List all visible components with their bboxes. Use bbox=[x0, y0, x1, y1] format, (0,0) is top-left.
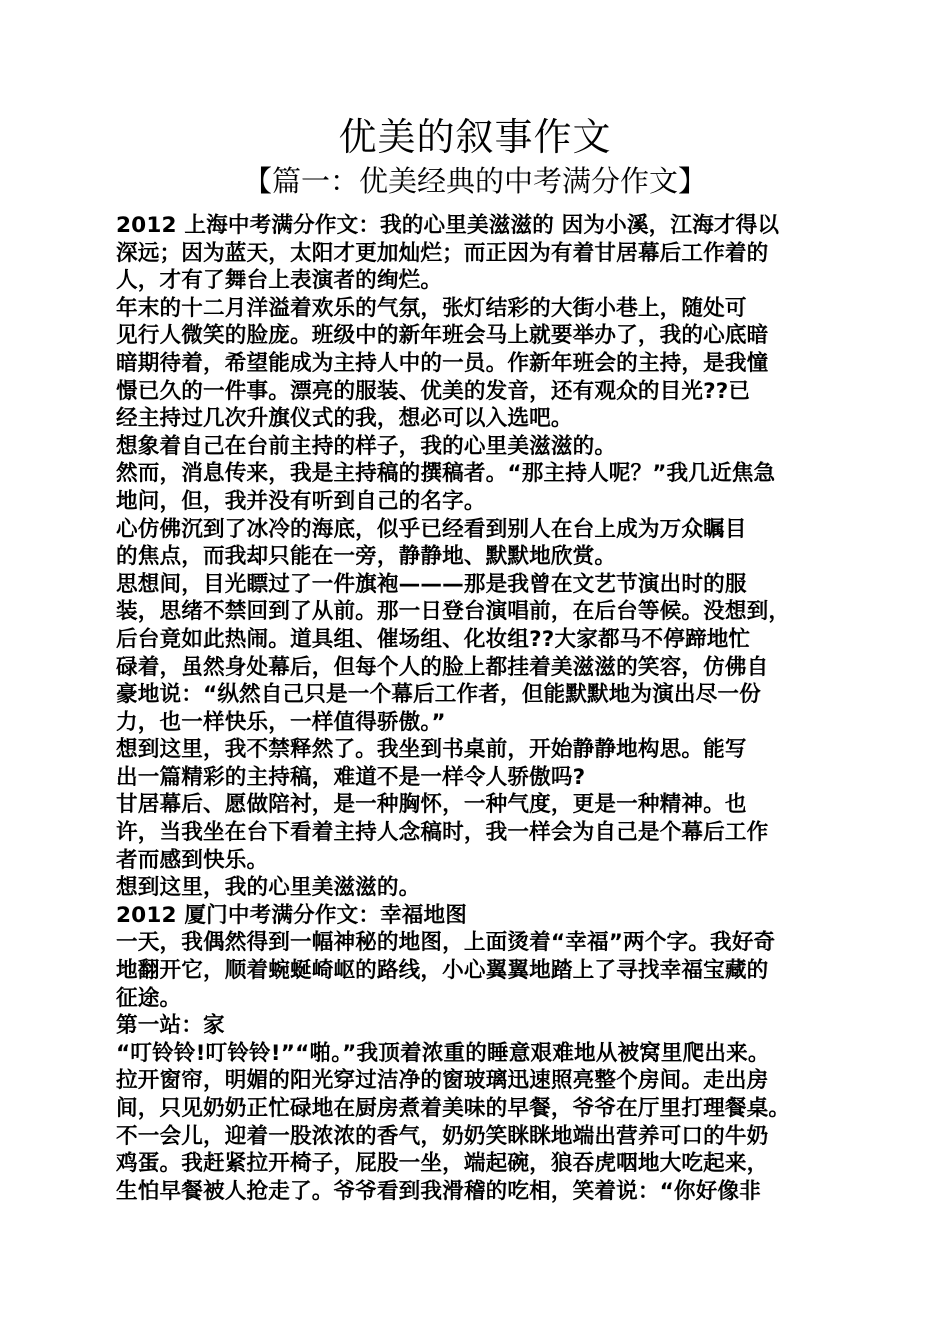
text-line: 然而，消息传来，我是主持稿的撰稿者。“那主持人呢？”我几近焦急 bbox=[116, 461, 776, 487]
text-line: 鸡蛋。我赶紧拉开椅子，屁股一坐，端起碗，狼吞虎咽地大吃起来， bbox=[116, 1151, 769, 1177]
text-line: 暗期待着，希望能成为主持人中的一员。作新年班会的主持，是我憧 bbox=[116, 350, 769, 376]
text-line: 经主持过几次升旗仪式的我，想必可以入选吧。 bbox=[116, 406, 573, 432]
text-line: 年末的十二月洋溢着欢乐的气氛，张灯结彩的大街小巷上，随处可 bbox=[116, 295, 747, 321]
text-line: 许，当我坐在台下看着主持人念稿时，我一样会为自己是个幕后工作 bbox=[116, 820, 769, 846]
text-line: 间，只见奶奶正忙碌地在厨房煮着美味的早餐，爷爷在厅里打理餐桌。 bbox=[116, 1096, 791, 1121]
essay-body bbox=[116, 212, 838, 1205]
document-subtitle: 【篇一：优美经典的中考满分作文】 bbox=[242, 164, 707, 198]
text-line: 地问，但，我并没有听到自己的名字。 bbox=[116, 488, 486, 514]
text-line: 后台竟如此热闹。道具组、催场组、化妆组??大家都马不停蹄地忙 bbox=[116, 626, 751, 652]
text-line: 征途。 bbox=[116, 985, 182, 1011]
text-line: 想到这里，我的心里美滋滋的。 bbox=[116, 875, 421, 901]
text-line: 豪地说：“纵然自己只是一个幕后工作者，但能默默地为演出尽一份 bbox=[116, 682, 761, 708]
text-line: “叮铃铃!叮铃铃!”“啪。”我顶着浓重的睡意艰难地从被窝里爬出来。 bbox=[116, 1040, 770, 1066]
text-line: 甘居幕后、愿做陪衬，是一种胸怀，一种气度，更是一种精神。也 bbox=[116, 792, 747, 818]
text-line: 者而感到快乐。 bbox=[116, 847, 269, 873]
text-line: 出一篇精彩的主持稿，难道不是一样令人骄傲吗? bbox=[116, 764, 586, 790]
text-line: 一天，我偶然得到一幅神秘的地图，上面烫着“幸福”两个字。我好奇 bbox=[116, 930, 776, 956]
text-line: 深远；因为蓝天，太阳才更加灿烂；而正因为有着甘居幕后工作着的 bbox=[116, 240, 769, 266]
text-line: 想到这里，我不禁释然了。我坐到书桌前，开始静静地构思。能写 bbox=[116, 737, 747, 763]
text-line: 2012 上海中考满分作文：我的心里美滋滋的 因为小溪，江海才得以 bbox=[116, 213, 780, 238]
text-line: 力，也一样快乐，一样值得骄傲。” bbox=[116, 709, 446, 735]
text-line: 第一站：家 bbox=[116, 1013, 225, 1039]
document-title: 优美的叙事作文 bbox=[338, 115, 612, 159]
text-line: 拉开窗帘，明媚的阳光穿过洁净的窗玻璃迅速照亮整个房间。走出房 bbox=[116, 1068, 769, 1094]
text-line: 2012 厦门中考满分作文：幸福地图 bbox=[116, 902, 468, 928]
text-line: 见行人微笑的脸庞。班级中的新年班会马上就要举办了，我的心底暗 bbox=[116, 323, 769, 349]
text-line: 想象着自己在台前主持的样子，我的心里美滋滋的。 bbox=[116, 433, 617, 459]
text-line: 碌着，虽然身处幕后，但每个人的脸上都挂着美滋滋的笑容，仿佛自 bbox=[116, 654, 769, 680]
text-line: 憬已久的一件事。漂亮的服装、优美的发音，还有观众的目光??已 bbox=[116, 378, 751, 404]
text-line: 心仿佛沉到了冰冷的海底，似乎已经看到别人在台上成为万众瞩目 bbox=[116, 516, 747, 542]
text-line: 不一会儿，迎着一股浓浓的香气，奶奶笑眯眯地端出营养可口的牛奶 bbox=[116, 1123, 769, 1149]
text-line: 装，思绪不禁回到了从前。那一日登台演唱前，在后台等候。没想到， bbox=[116, 599, 791, 625]
text-line: 生怕早餐被人抢走了。爷爷看到我滑稽的吃相，笑着说：“你好像非 bbox=[116, 1178, 761, 1204]
text-line: 地翻开它，顺着蜿蜒崎岖的路线，小心翼翼地踏上了寻找幸福宝藏的 bbox=[116, 958, 769, 984]
text-line: 的焦点，而我却只能在一旁，静静地、默默地欣赏。 bbox=[116, 544, 617, 570]
text-line: 人，才有了舞台上表演者的绚烂。 bbox=[116, 268, 443, 294]
text-line: 思想间，目光瞟过了一件旗袍———那是我曾在文艺节演出时的服 bbox=[116, 571, 747, 597]
